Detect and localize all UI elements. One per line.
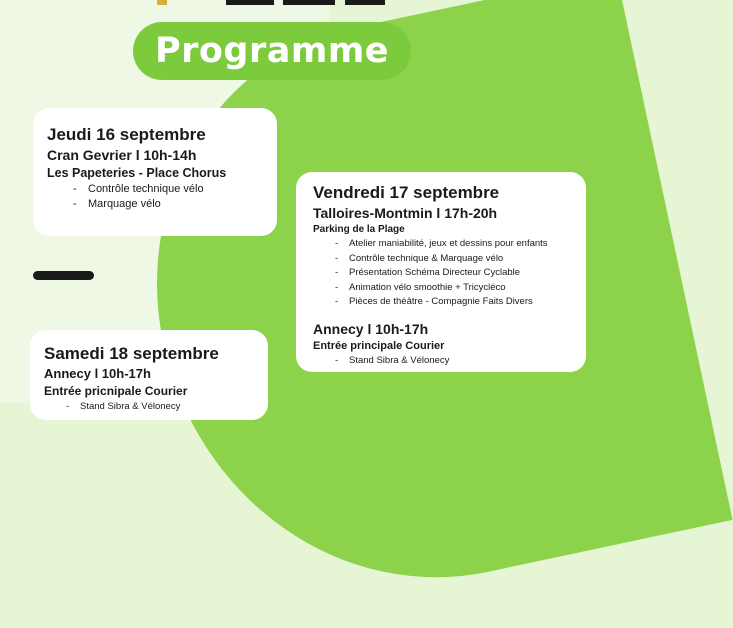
- list-item: - Présentation Schéma Directeur Cyclable: [313, 266, 586, 281]
- event-location: Cran Gevrier l 10h-14h: [47, 147, 197, 163]
- list-item: - Stand Sibra & Vélonecy: [44, 400, 268, 414]
- event-items: [47, 182, 277, 212]
- event-location: Annecy l 10h-17h: [44, 366, 151, 381]
- event-items: [313, 237, 586, 310]
- list-item: - Pièces de théâtre - Compagnie Faits Divers: [313, 295, 586, 310]
- logo-fragment: [283, 0, 335, 5]
- event-items: [313, 354, 586, 369]
- top-logo-strip: [0, 0, 600, 6]
- logo-fragment: [226, 0, 274, 5]
- event-day: Vendredi 17 septembre: [313, 183, 500, 202]
- decorative-dash: [33, 271, 94, 280]
- event-place: Entrée pricnipale Courier: [44, 384, 188, 398]
- event-place: Les Papeteries - Place Chorus: [47, 166, 227, 180]
- logo-fragment: [157, 0, 167, 5]
- event-card-samedi: [30, 330, 268, 420]
- event-items: [44, 400, 268, 414]
- page-title: Programme: [133, 22, 411, 80]
- event-card-jeudi: [33, 108, 277, 236]
- event-place: Parking de la Plage: [313, 224, 405, 235]
- list-item: - Contrôle technique vélo: [47, 182, 277, 197]
- list-item: - Stand Sibra & Vélonecy: [313, 354, 586, 369]
- event-day: Jeudi 16 septembre: [47, 125, 206, 144]
- list-item: - Animation vélo smoothie + Tricycléco: [313, 281, 586, 296]
- event-day: Samedi 18 septembre: [44, 344, 219, 363]
- event-card-vendredi: [296, 172, 586, 372]
- event-place: Entrée principale Courier: [313, 339, 445, 352]
- list-item: - Contrôle technique & Marquage vélo: [313, 252, 586, 267]
- list-item: - Marquage vélo: [47, 197, 277, 212]
- event-location: Talloires-Montmin l 17h-20h: [313, 205, 498, 221]
- list-item: - Atelier maniabilité, jeux et dessins pour enfants: [313, 237, 586, 252]
- event-location: Annecy l 10h-17h: [313, 320, 429, 337]
- logo-fragment: [345, 0, 385, 5]
